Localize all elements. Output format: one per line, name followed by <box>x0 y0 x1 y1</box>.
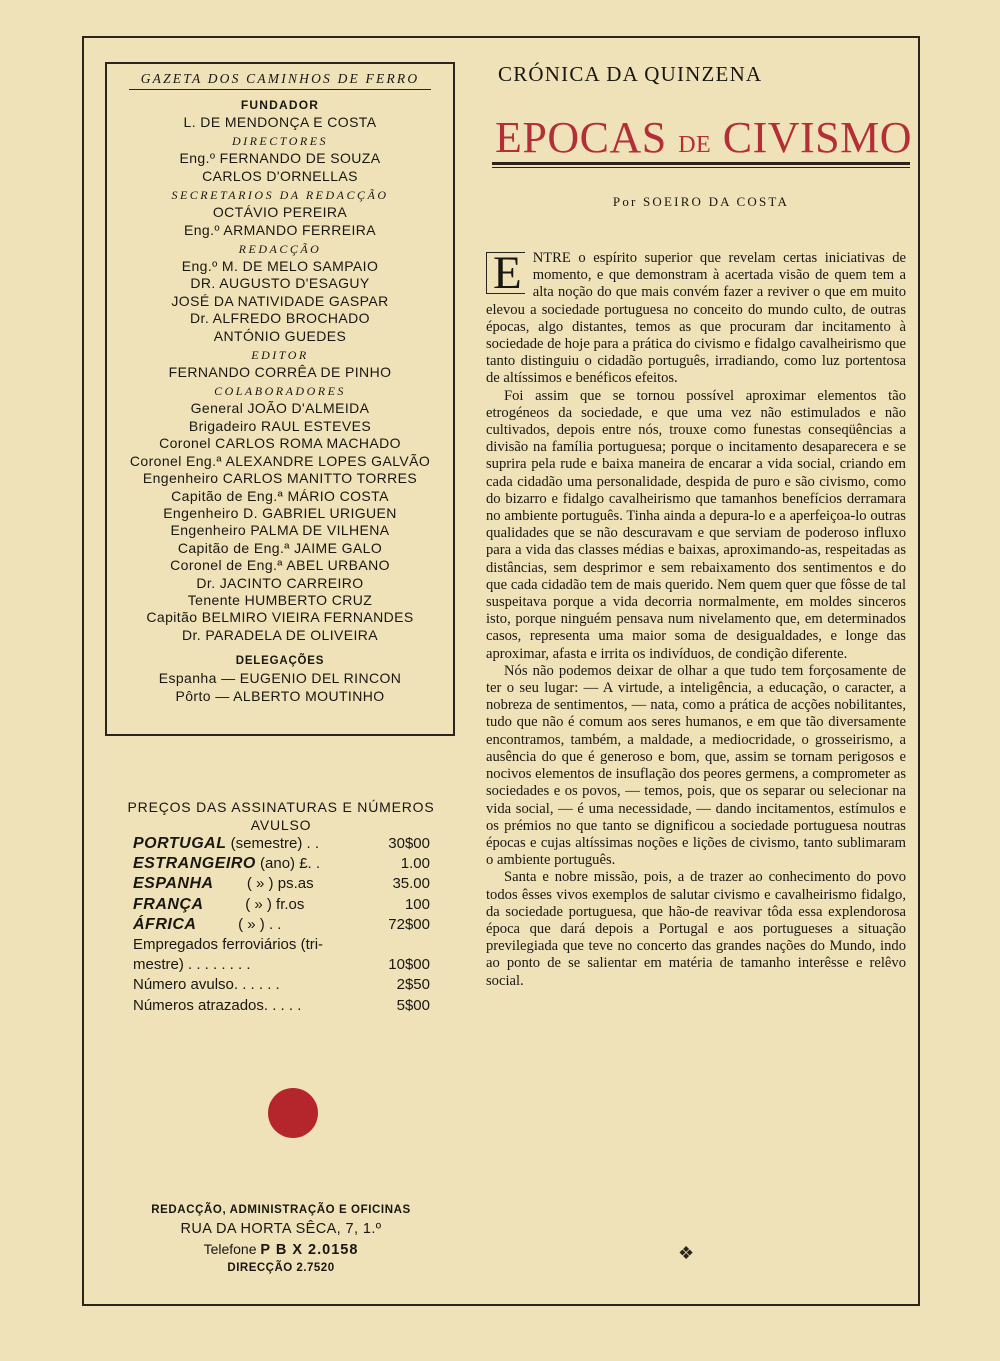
address-line: DIRECÇÃO 2.7520 <box>227 1262 335 1274</box>
name: Brigadeiro RAUL ESTEVES <box>188 417 372 434</box>
price-row <box>116 975 446 995</box>
region-detail: (ano) £. . <box>255 855 321 873</box>
avulso-label: Número avulso. . . . . . <box>133 976 280 994</box>
price-value: 5$00 <box>396 996 430 1014</box>
byline: Por SOEIRO DA COSTA <box>612 194 790 209</box>
name: FERNANDO CORRÊA DE PINHO <box>168 364 392 381</box>
headline-part: DE <box>678 132 712 158</box>
delegacoes-label: DELEGAÇÕES <box>235 655 325 668</box>
region-name: PORTUGAL <box>133 835 227 852</box>
role-directores: DIRECTORES <box>231 134 329 149</box>
name: Coronel CARLOS ROMA MACHADO <box>159 435 401 452</box>
name: DR. AUGUSTO D'ESAGUY <box>190 275 370 292</box>
name: Engenheiro PALMA DE VILHENA <box>170 522 390 539</box>
address-line: RUA DA HORTA SÊCA, 7, 1.º <box>180 1221 382 1237</box>
role-editor: EDITOR <box>251 348 309 363</box>
region-detail: ( » ) ps.as <box>213 875 314 893</box>
paragraph: Foi assim que se tornou possível aproximar elementos tão etrogéneos da sociedade, e que uma vez não estimulados e não cultivados, depois entre nós, trouxe como funestas conseqüências a divisão na família portuguesa; porque o incitamento desaparecera e se suprira pela rude e baixa maneira de encarar a vida social, criando em cada cidadão uma personalidade, despida de puro e são civismo, como do bizarro e fidalgo cavalheirismo que tamanhos benefícios derramara no ambiente português. Tinha ainda a depura-lo e a aperfeiçoa-lo outras qualidades que se não descuravam e que serviam de poderoso influxo para a vida das classes médias e baixas, aproximando-as, respeitadas as distâncias, sem desprimor e sem rebaixamento dos sentimentos e do que cada cidadão tem de mais querido. Nem quem quer que fôsse de tal suspeitava porque a vida decorria normalmente, em moldes sinceros isto, porque ninguém pensava num nivelamento que, em determinados casos, representa uma maior soma de desigualdades, e longe das aproximar, afasta e irrita os indivíduos, de condição diferente. <box>486 387 906 662</box>
phone-line <box>116 1239 446 1260</box>
headline-part: CIVISMO <box>722 113 913 162</box>
price-value: 35.00 <box>392 875 430 893</box>
red-seal-icon <box>268 1088 318 1138</box>
delegacao: Pôrto — ALBERTO MOUTINHO <box>175 687 385 704</box>
name: Dr. JACINTO CARREIRO <box>196 574 364 591</box>
article-headline <box>495 112 915 163</box>
name: Coronel Eng.ª ALEXANDRE LOPES GALVÃO <box>129 452 431 469</box>
prices-title: PREÇOS DAS ASSINATURAS E NÚMEROS <box>127 799 435 815</box>
ornament-icon: ❖ <box>678 1243 695 1263</box>
price-row <box>116 915 446 935</box>
region-detail: ( » ) fr.os <box>203 895 305 913</box>
paragraph: Nós não podemos deixar de olhar a que tudo tem forçosamente de ter o seu lugar: — A virtude, a inteligência, a educação, o caracter, a nobreza de sentimentos, — nata, como a prática de acções nobilitantes, tudo que não é comum aos seres humanos, e em que tão diversamente encontramos, também, a maldade, a mediocridade, o grosseirismo, a ausência do que é generoso e bom, que, assim se tornam perigosos e nocivos elementos de insuflação dos peores germens, a comprometer as sociedades e os povos, — temos, pois, que os separar ou selecionar na vida social, — é uma necessidade, — dando incitamentos, estímulos e os prémios no que tanto se dignificou a sociedade portuguesa noutras épocas e cujas altíssimas noções e lições de civismo, tanto sublimaram o ambiente português. <box>486 662 906 869</box>
paragraph-text: NTRE o espírito superior que revelam certas iniciativas de momento, e que demonstram à acertada visão de quem tem a alta noção do que mais convém fazer a reviver o que em muito elevou a sociedade portuguesa no conceito do mundo culto, de outras épocas, algo distantes, temos as que procuram dar incitamento à sociedade de hoje para a prática do civismo e fidalgo cavalheirismo que tanto distinguiu o cidadão português, irradiando, como luz portentosa de altíssimos e benéficos efeitos. <box>486 250 906 387</box>
name: Eng.º ARMANDO FERREIRA <box>183 221 377 238</box>
region-name: ESPANHA <box>133 875 214 893</box>
prices-title: AVULSO <box>250 817 312 833</box>
price-value: 30$00 <box>388 835 430 852</box>
article-body <box>486 250 906 1210</box>
price-row <box>116 874 446 894</box>
drop-cap: E <box>486 252 525 294</box>
price-value: 100 <box>404 895 430 913</box>
phone-label: Telefone <box>203 1241 257 1257</box>
headline-part: EPOCAS <box>495 113 667 162</box>
headline-rule <box>492 167 910 168</box>
role-redaccao: REDACÇÃO <box>238 242 322 257</box>
price-value: 2$50 <box>396 976 430 994</box>
paragraph <box>486 250 906 388</box>
empregados-label-cont: mestre) . . . . . . . . <box>133 956 251 974</box>
role-secretarios: SECRETARIOS DA REDACÇÃO <box>171 188 389 203</box>
price-list <box>116 798 446 1016</box>
price-row <box>116 854 446 874</box>
region-name: ESTRANGEIRO <box>133 855 256 873</box>
region-detail: ( » ) . . <box>196 915 282 933</box>
delegacao: Espanha — EUGENIO DEL RINCON <box>158 670 402 687</box>
name: CARLOS D'ORNELLAS <box>202 167 358 184</box>
role-colaboradores: COLABORADORES <box>214 384 346 399</box>
name: Capitão de Eng.ª JAIME GALO <box>177 539 383 556</box>
name: ANTÓNIO GUEDES <box>213 327 347 344</box>
price-row <box>116 996 446 1016</box>
name: OCTÁVIO PEREIRA <box>212 204 348 221</box>
name: Coronel de Eng.ª ABEL URBANO <box>170 557 390 574</box>
paragraph: Santa e nobre missão, pois, a de trazer ao conhecimento do povo todos êsses vivos exemplos de salutar civismo e cavalheirismo fidalgo, da sociedade portuguesa, que hão-de reavivar tôda essa explendorosa época que dará depois a Portugal e aos portugueses a situação previlegiada que teve no concerto das grandes nações do Mundo, indo ao ponto de se salientar em matéria de tamanho interêsse e relêvo social. <box>486 869 906 989</box>
price-row <box>116 895 446 915</box>
region-name: FRANÇA <box>133 895 204 913</box>
masthead-title: GAZETA DOS CAMINHOS DE FERRO <box>129 71 431 90</box>
name: JOSÉ DA NATIVIDADE GASPAR <box>171 292 389 309</box>
name: Engenheiro CARLOS MANITTO TORRES <box>142 470 418 487</box>
address-line: REDACÇÃO, ADMINISTRAÇÃO E OFICINAS <box>151 1204 411 1216</box>
price-row <box>116 834 446 854</box>
name: Eng.º FERNANDO DE SOUZA <box>179 150 381 167</box>
region-detail: (semestre) . . <box>226 835 319 852</box>
price-row <box>116 955 446 975</box>
name: L. DE MENDONÇA E COSTA <box>183 114 377 130</box>
name: Capitão de Eng.ª MÁRIO COSTA <box>171 487 389 504</box>
name: Capitão BELMIRO VIEIRA FERNANDES <box>146 609 414 626</box>
region-name: ÁFRICA <box>133 915 197 933</box>
address-block <box>116 1201 446 1276</box>
role-fundador: FUNDADOR <box>240 98 320 112</box>
phone-value: P B X 2.0158 <box>260 1242 359 1258</box>
headline-rule <box>492 162 910 165</box>
section-kicker: CRÓNICA DA QUINZENA <box>498 62 763 86</box>
price-value: 72$00 <box>388 915 430 933</box>
price-value: 1.00 <box>400 855 430 873</box>
name: Dr. PARADELA DE OLIVEIRA <box>181 626 379 643</box>
name: Eng.º M. DE MELO SAMPAIO <box>181 258 379 275</box>
name: Tenente HUMBERTO CRUZ <box>187 591 373 608</box>
price-value: 10$00 <box>388 956 430 974</box>
empregados-label: Empregados ferroviários (tri- <box>133 936 324 954</box>
name: Dr. ALFREDO BROCHADO <box>190 310 370 327</box>
masthead-box <box>105 62 455 736</box>
name: General JOÃO D'ALMEIDA <box>190 400 370 417</box>
name: Engenheiro D. GABRIEL URIGUEN <box>163 504 397 521</box>
atrasados-label: Números atrazados. . . . . <box>133 996 302 1014</box>
